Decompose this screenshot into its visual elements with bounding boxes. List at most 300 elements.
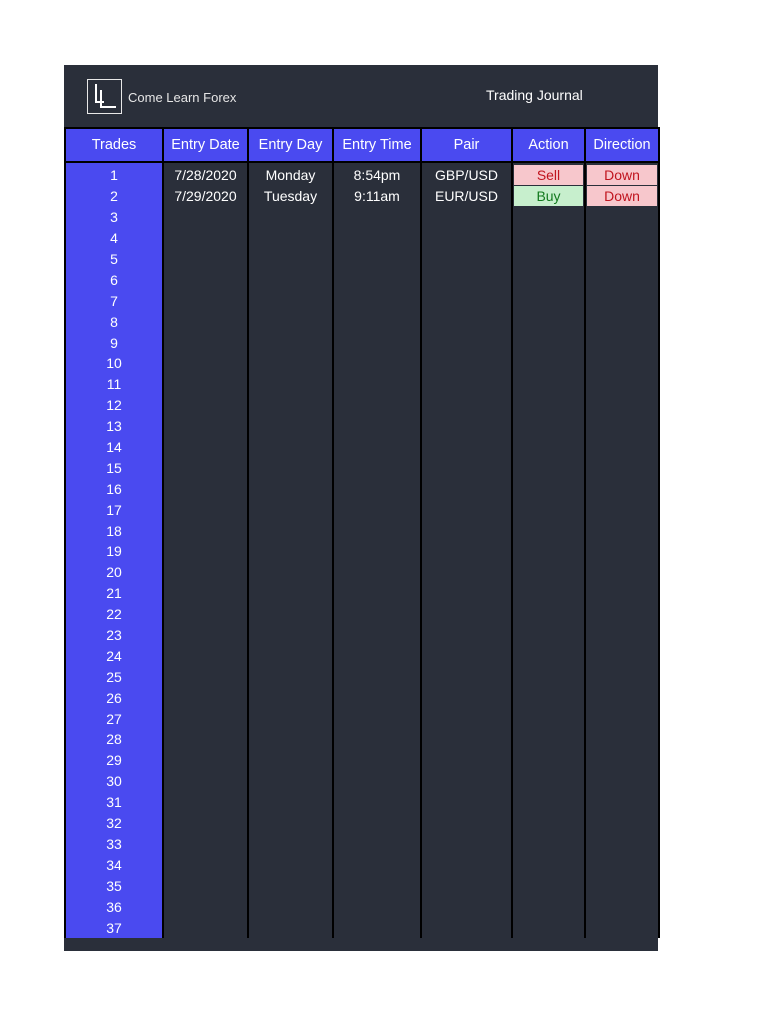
entry-date-cell[interactable]: [163, 645, 248, 666]
trade-number-cell[interactable]: 27: [65, 708, 163, 729]
table-row: [65, 896, 659, 917]
action-cell[interactable]: [512, 332, 585, 353]
entry-time-cell[interactable]: [333, 374, 421, 395]
table-row: [65, 792, 659, 813]
entry-date-cell[interactable]: [163, 269, 248, 290]
entry-time-cell[interactable]: [333, 708, 421, 729]
trade-number-cell[interactable]: 15: [65, 457, 163, 478]
pair-cell[interactable]: [421, 562, 512, 583]
trade-number-cell[interactable]: 4: [65, 228, 163, 249]
entry-day-cell[interactable]: [248, 562, 333, 583]
direction-value: Down: [587, 186, 657, 206]
direction-cell[interactable]: [585, 353, 659, 374]
col-header-direction: Direction: [585, 128, 659, 162]
trade-number-cell[interactable]: 17: [65, 499, 163, 520]
trade-number-cell[interactable]: 21: [65, 583, 163, 604]
entry-time-cell[interactable]: [333, 729, 421, 750]
pair-cell[interactable]: [421, 583, 512, 604]
pair-cell[interactable]: [421, 228, 512, 249]
table-row: [65, 541, 659, 562]
pair-cell[interactable]: [421, 311, 512, 332]
action-cell[interactable]: [512, 875, 585, 896]
entry-time-cell[interactable]: [333, 541, 421, 562]
action-cell[interactable]: [512, 750, 585, 771]
entry-day-cell[interactable]: [248, 813, 333, 834]
entry-date-cell[interactable]: [163, 813, 248, 834]
entry-time-cell[interactable]: [333, 228, 421, 249]
entry-time-cell[interactable]: [333, 395, 421, 416]
entry-time-cell[interactable]: [333, 834, 421, 855]
direction-cell[interactable]: [585, 332, 659, 353]
trade-number-cell[interactable]: 31: [65, 792, 163, 813]
direction-cell[interactable]: [585, 729, 659, 750]
entry-day-cell[interactable]: [248, 896, 333, 917]
entry-date-cell[interactable]: [163, 416, 248, 437]
pair-cell[interactable]: [421, 792, 512, 813]
direction-cell[interactable]: [585, 520, 659, 541]
direction-cell[interactable]: [585, 374, 659, 395]
pair-cell[interactable]: [421, 416, 512, 437]
trade-number-cell[interactable]: 24: [65, 645, 163, 666]
entry-day-cell[interactable]: [248, 583, 333, 604]
entry-day-cell[interactable]: [248, 541, 333, 562]
trade-number-cell[interactable]: 32: [65, 813, 163, 834]
entry-date-cell[interactable]: 7/28/2020: [163, 162, 248, 186]
direction-cell[interactable]: [585, 834, 659, 855]
direction-cell[interactable]: [585, 395, 659, 416]
trade-number-cell[interactable]: 9: [65, 332, 163, 353]
action-cell[interactable]: [512, 499, 585, 520]
trade-number-cell[interactable]: 11: [65, 374, 163, 395]
entry-date-cell[interactable]: [163, 457, 248, 478]
action-cell[interactable]: [512, 583, 585, 604]
entry-time-cell[interactable]: 8:54pm: [333, 162, 421, 186]
action-cell[interactable]: [512, 478, 585, 499]
entry-time-cell[interactable]: [333, 666, 421, 687]
table-row: [65, 249, 659, 270]
entry-day-cell[interactable]: [248, 478, 333, 499]
entry-time-cell[interactable]: [333, 290, 421, 311]
direction-cell[interactable]: [585, 896, 659, 917]
entry-date-cell[interactable]: [163, 604, 248, 625]
trade-number-cell[interactable]: 22: [65, 604, 163, 625]
entry-day-cell[interactable]: [248, 457, 333, 478]
entry-date-cell[interactable]: [163, 917, 248, 938]
direction-cell[interactable]: [585, 186, 659, 207]
pair-cell[interactable]: [421, 687, 512, 708]
action-cell[interactable]: [512, 854, 585, 875]
action-cell[interactable]: [512, 541, 585, 562]
table-row: [65, 708, 659, 729]
entry-time-cell[interactable]: [333, 604, 421, 625]
trade-number-cell[interactable]: 18: [65, 520, 163, 541]
entry-time-cell[interactable]: [333, 207, 421, 228]
entry-day-cell[interactable]: [248, 269, 333, 290]
action-cell[interactable]: [512, 834, 585, 855]
pair-cell[interactable]: [421, 332, 512, 353]
entry-time-cell[interactable]: [333, 854, 421, 875]
action-cell[interactable]: [512, 792, 585, 813]
action-cell[interactable]: [512, 729, 585, 750]
direction-cell[interactable]: [585, 687, 659, 708]
trade-number-cell[interactable]: 19: [65, 541, 163, 562]
entry-time-cell[interactable]: [333, 750, 421, 771]
action-value: Sell: [514, 165, 583, 185]
trade-number-cell[interactable]: 35: [65, 875, 163, 896]
entry-day-cell[interactable]: [248, 290, 333, 311]
entry-date-cell[interactable]: [163, 625, 248, 646]
direction-cell[interactable]: [585, 269, 659, 290]
entry-day-cell[interactable]: [248, 854, 333, 875]
action-cell[interactable]: [512, 186, 585, 207]
entry-day-cell[interactable]: [248, 917, 333, 938]
direction-cell[interactable]: [585, 771, 659, 792]
direction-cell[interactable]: [585, 645, 659, 666]
pair-cell[interactable]: [421, 290, 512, 311]
entry-day-cell[interactable]: [248, 520, 333, 541]
entry-time-cell[interactable]: [333, 499, 421, 520]
entry-date-cell[interactable]: [163, 395, 248, 416]
entry-time-cell[interactable]: [333, 311, 421, 332]
pair-cell[interactable]: [421, 750, 512, 771]
direction-cell[interactable]: [585, 917, 659, 938]
table-row: [65, 875, 659, 896]
action-cell[interactable]: [512, 207, 585, 228]
table-row: [65, 290, 659, 311]
pair-cell[interactable]: [421, 269, 512, 290]
direction-cell[interactable]: [585, 854, 659, 875]
direction-cell[interactable]: [585, 750, 659, 771]
direction-cell[interactable]: [585, 875, 659, 896]
direction-cell[interactable]: [585, 207, 659, 228]
direction-cell[interactable]: [585, 457, 659, 478]
pair-cell[interactable]: [421, 207, 512, 228]
action-cell[interactable]: [512, 520, 585, 541]
entry-day-cell[interactable]: Tuesday: [248, 186, 333, 207]
entry-day-cell[interactable]: [248, 332, 333, 353]
trade-number-cell[interactable]: 13: [65, 416, 163, 437]
entry-day-cell[interactable]: [248, 207, 333, 228]
pair-cell[interactable]: [421, 457, 512, 478]
entry-date-cell[interactable]: [163, 583, 248, 604]
entry-time-cell[interactable]: [333, 520, 421, 541]
col-header-pair: Pair: [421, 128, 512, 162]
entry-date-cell[interactable]: [163, 771, 248, 792]
pair-cell[interactable]: [421, 353, 512, 374]
pair-cell[interactable]: [421, 374, 512, 395]
direction-cell[interactable]: [585, 437, 659, 458]
document-title: Trading Journal: [486, 87, 583, 103]
entry-day-cell[interactable]: [248, 771, 333, 792]
entry-day-cell[interactable]: [248, 395, 333, 416]
trades-table: [64, 127, 660, 938]
direction-cell[interactable]: [585, 290, 659, 311]
direction-cell[interactable]: [585, 625, 659, 646]
entry-time-cell[interactable]: [333, 249, 421, 270]
entry-date-cell[interactable]: [163, 249, 248, 270]
action-cell[interactable]: [512, 708, 585, 729]
entry-day-cell[interactable]: [248, 228, 333, 249]
pair-cell[interactable]: [421, 708, 512, 729]
entry-date-cell[interactable]: [163, 666, 248, 687]
direction-cell[interactable]: [585, 162, 659, 186]
col-header-entry-day: Entry Day: [248, 128, 333, 162]
pair-cell[interactable]: [421, 478, 512, 499]
entry-day-cell[interactable]: [248, 604, 333, 625]
entry-date-cell[interactable]: [163, 207, 248, 228]
table-row: [65, 666, 659, 687]
table-row: [65, 374, 659, 395]
entry-time-cell[interactable]: [333, 645, 421, 666]
table-row: [65, 750, 659, 771]
trade-number-cell[interactable]: 5: [65, 249, 163, 270]
entry-time-cell[interactable]: [333, 813, 421, 834]
pair-cell[interactable]: [421, 520, 512, 541]
entry-time-cell[interactable]: [333, 771, 421, 792]
table-row: [65, 437, 659, 458]
table-row: [65, 813, 659, 834]
table-row: [65, 353, 659, 374]
action-cell[interactable]: [512, 162, 585, 186]
table-row: [65, 625, 659, 646]
trade-number-cell[interactable]: 16: [65, 478, 163, 499]
pair-cell[interactable]: [421, 604, 512, 625]
action-cell[interactable]: [512, 604, 585, 625]
action-cell[interactable]: [512, 457, 585, 478]
entry-day-cell[interactable]: [248, 416, 333, 437]
trade-number-cell[interactable]: 1: [65, 162, 163, 186]
action-cell[interactable]: [512, 645, 585, 666]
entry-time-cell[interactable]: [333, 875, 421, 896]
action-cell[interactable]: [512, 311, 585, 332]
entry-date-cell[interactable]: [163, 750, 248, 771]
direction-cell[interactable]: [585, 228, 659, 249]
entry-time-cell[interactable]: [333, 896, 421, 917]
pair-cell[interactable]: [421, 896, 512, 917]
action-cell[interactable]: [512, 395, 585, 416]
direction-cell[interactable]: [585, 311, 659, 332]
direction-cell[interactable]: [585, 478, 659, 499]
entry-day-cell[interactable]: [248, 666, 333, 687]
trade-number-cell[interactable]: 6: [65, 269, 163, 290]
trade-number-cell[interactable]: 37: [65, 917, 163, 938]
entry-time-cell[interactable]: [333, 269, 421, 290]
entry-day-cell[interactable]: [248, 645, 333, 666]
entry-day-cell[interactable]: [248, 625, 333, 646]
action-cell[interactable]: [512, 249, 585, 270]
entry-day-cell[interactable]: [248, 750, 333, 771]
entry-day-cell[interactable]: [248, 687, 333, 708]
entry-time-cell[interactable]: [333, 437, 421, 458]
trade-number-cell[interactable]: 26: [65, 687, 163, 708]
trade-number-cell[interactable]: 2: [65, 186, 163, 207]
entry-time-cell[interactable]: [333, 687, 421, 708]
action-cell[interactable]: [512, 416, 585, 437]
trade-number-cell[interactable]: 28: [65, 729, 163, 750]
col-header-trades: Trades: [65, 128, 163, 162]
trade-number-cell[interactable]: 3: [65, 207, 163, 228]
table-row: [65, 457, 659, 478]
entry-time-cell[interactable]: [333, 416, 421, 437]
action-cell[interactable]: [512, 625, 585, 646]
action-cell[interactable]: [512, 437, 585, 458]
entry-time-cell[interactable]: [333, 353, 421, 374]
entry-date-cell[interactable]: [163, 792, 248, 813]
entry-date-cell[interactable]: [163, 311, 248, 332]
entry-date-cell[interactable]: [163, 332, 248, 353]
table-row: [65, 645, 659, 666]
table-row: [65, 583, 659, 604]
pair-cell[interactable]: [421, 875, 512, 896]
entry-day-cell[interactable]: [248, 729, 333, 750]
entry-date-cell[interactable]: [163, 374, 248, 395]
pair-cell[interactable]: [421, 771, 512, 792]
entry-day-cell[interactable]: [248, 374, 333, 395]
entry-date-cell[interactable]: [163, 562, 248, 583]
pair-cell[interactable]: EUR/USD: [421, 186, 512, 207]
pair-cell[interactable]: [421, 729, 512, 750]
pair-cell[interactable]: [421, 834, 512, 855]
table-row: [65, 729, 659, 750]
pair-cell[interactable]: [421, 854, 512, 875]
entry-day-cell[interactable]: [248, 834, 333, 855]
pair-cell[interactable]: [421, 249, 512, 270]
action-cell[interactable]: [512, 269, 585, 290]
action-cell[interactable]: [512, 290, 585, 311]
direction-cell[interactable]: [585, 666, 659, 687]
entry-day-cell[interactable]: [248, 875, 333, 896]
entry-day-cell[interactable]: [248, 499, 333, 520]
entry-date-cell[interactable]: [163, 687, 248, 708]
entry-time-cell[interactable]: [333, 792, 421, 813]
entry-day-cell[interactable]: Monday: [248, 162, 333, 186]
action-value: Buy: [514, 186, 583, 206]
entry-date-cell[interactable]: [163, 437, 248, 458]
entry-day-cell[interactable]: [248, 437, 333, 458]
direction-cell[interactable]: [585, 249, 659, 270]
pair-cell[interactable]: [421, 395, 512, 416]
direction-cell[interactable]: [585, 583, 659, 604]
entry-date-cell[interactable]: [163, 228, 248, 249]
pair-cell[interactable]: [421, 625, 512, 646]
pair-cell[interactable]: [421, 645, 512, 666]
direction-cell[interactable]: [585, 541, 659, 562]
entry-time-cell[interactable]: [333, 332, 421, 353]
table-row: [65, 854, 659, 875]
entry-date-cell[interactable]: 7/29/2020: [163, 186, 248, 207]
cl-monogram-logo: [87, 79, 122, 114]
table-row: [65, 228, 659, 249]
entry-date-cell[interactable]: [163, 353, 248, 374]
trade-number-cell[interactable]: 34: [65, 854, 163, 875]
action-cell[interactable]: [512, 917, 585, 938]
entry-date-cell[interactable]: [163, 729, 248, 750]
entry-date-cell[interactable]: [163, 520, 248, 541]
pair-cell[interactable]: GBP/USD: [421, 162, 512, 186]
entry-time-cell[interactable]: 9:11am: [333, 186, 421, 207]
action-cell[interactable]: [512, 813, 585, 834]
trade-number-cell[interactable]: 12: [65, 395, 163, 416]
action-cell[interactable]: [512, 687, 585, 708]
action-cell[interactable]: [512, 896, 585, 917]
table-row: [65, 917, 659, 938]
pair-cell[interactable]: [421, 666, 512, 687]
trade-number-cell[interactable]: 14: [65, 437, 163, 458]
entry-day-cell[interactable]: [248, 311, 333, 332]
table-row: [65, 269, 659, 290]
entry-date-cell[interactable]: [163, 896, 248, 917]
col-header-action: Action: [512, 128, 585, 162]
pair-cell[interactable]: [421, 499, 512, 520]
direction-cell[interactable]: [585, 499, 659, 520]
pair-cell[interactable]: [421, 917, 512, 938]
table-row: [65, 604, 659, 625]
entry-time-cell[interactable]: [333, 562, 421, 583]
journal-header: [64, 65, 658, 127]
trade-number-cell[interactable]: 7: [65, 290, 163, 311]
entry-date-cell[interactable]: [163, 875, 248, 896]
table-row: [65, 207, 659, 228]
trade-number-cell[interactable]: 30: [65, 771, 163, 792]
entry-day-cell[interactable]: [248, 249, 333, 270]
action-cell[interactable]: [512, 353, 585, 374]
entry-time-cell[interactable]: [333, 457, 421, 478]
entry-date-cell[interactable]: [163, 834, 248, 855]
entry-date-cell[interactable]: [163, 541, 248, 562]
direction-cell[interactable]: [585, 416, 659, 437]
entry-date-cell[interactable]: [163, 854, 248, 875]
entry-time-cell[interactable]: [333, 917, 421, 938]
action-cell[interactable]: [512, 771, 585, 792]
trade-number-cell[interactable]: 8: [65, 311, 163, 332]
entry-time-cell[interactable]: [333, 625, 421, 646]
entry-date-cell[interactable]: [163, 290, 248, 311]
trade-number-cell[interactable]: 23: [65, 625, 163, 646]
direction-cell[interactable]: [585, 792, 659, 813]
action-cell[interactable]: [512, 228, 585, 249]
entry-day-cell[interactable]: [248, 792, 333, 813]
table-row: [65, 499, 659, 520]
entry-time-cell[interactable]: [333, 478, 421, 499]
entry-date-cell[interactable]: [163, 478, 248, 499]
table-row: [65, 395, 659, 416]
trade-number-cell[interactable]: 36: [65, 896, 163, 917]
trade-number-cell[interactable]: 33: [65, 834, 163, 855]
direction-cell[interactable]: [585, 562, 659, 583]
trade-number-cell[interactable]: 29: [65, 750, 163, 771]
pair-cell[interactable]: [421, 813, 512, 834]
table-row: [65, 332, 659, 353]
action-cell[interactable]: [512, 562, 585, 583]
table-row: [65, 834, 659, 855]
journal-sheet: [64, 65, 658, 951]
entry-date-cell[interactable]: [163, 708, 248, 729]
trade-number-cell[interactable]: 25: [65, 666, 163, 687]
trade-number-cell[interactable]: 20: [65, 562, 163, 583]
pair-cell[interactable]: [421, 541, 512, 562]
direction-cell[interactable]: [585, 708, 659, 729]
entry-date-cell[interactable]: [163, 499, 248, 520]
trade-number-cell[interactable]: 10: [65, 353, 163, 374]
action-cell[interactable]: [512, 666, 585, 687]
entry-day-cell[interactable]: [248, 353, 333, 374]
action-cell[interactable]: [512, 374, 585, 395]
entry-day-cell[interactable]: [248, 708, 333, 729]
direction-cell[interactable]: [585, 604, 659, 625]
direction-cell[interactable]: [585, 813, 659, 834]
pair-cell[interactable]: [421, 437, 512, 458]
entry-time-cell[interactable]: [333, 583, 421, 604]
